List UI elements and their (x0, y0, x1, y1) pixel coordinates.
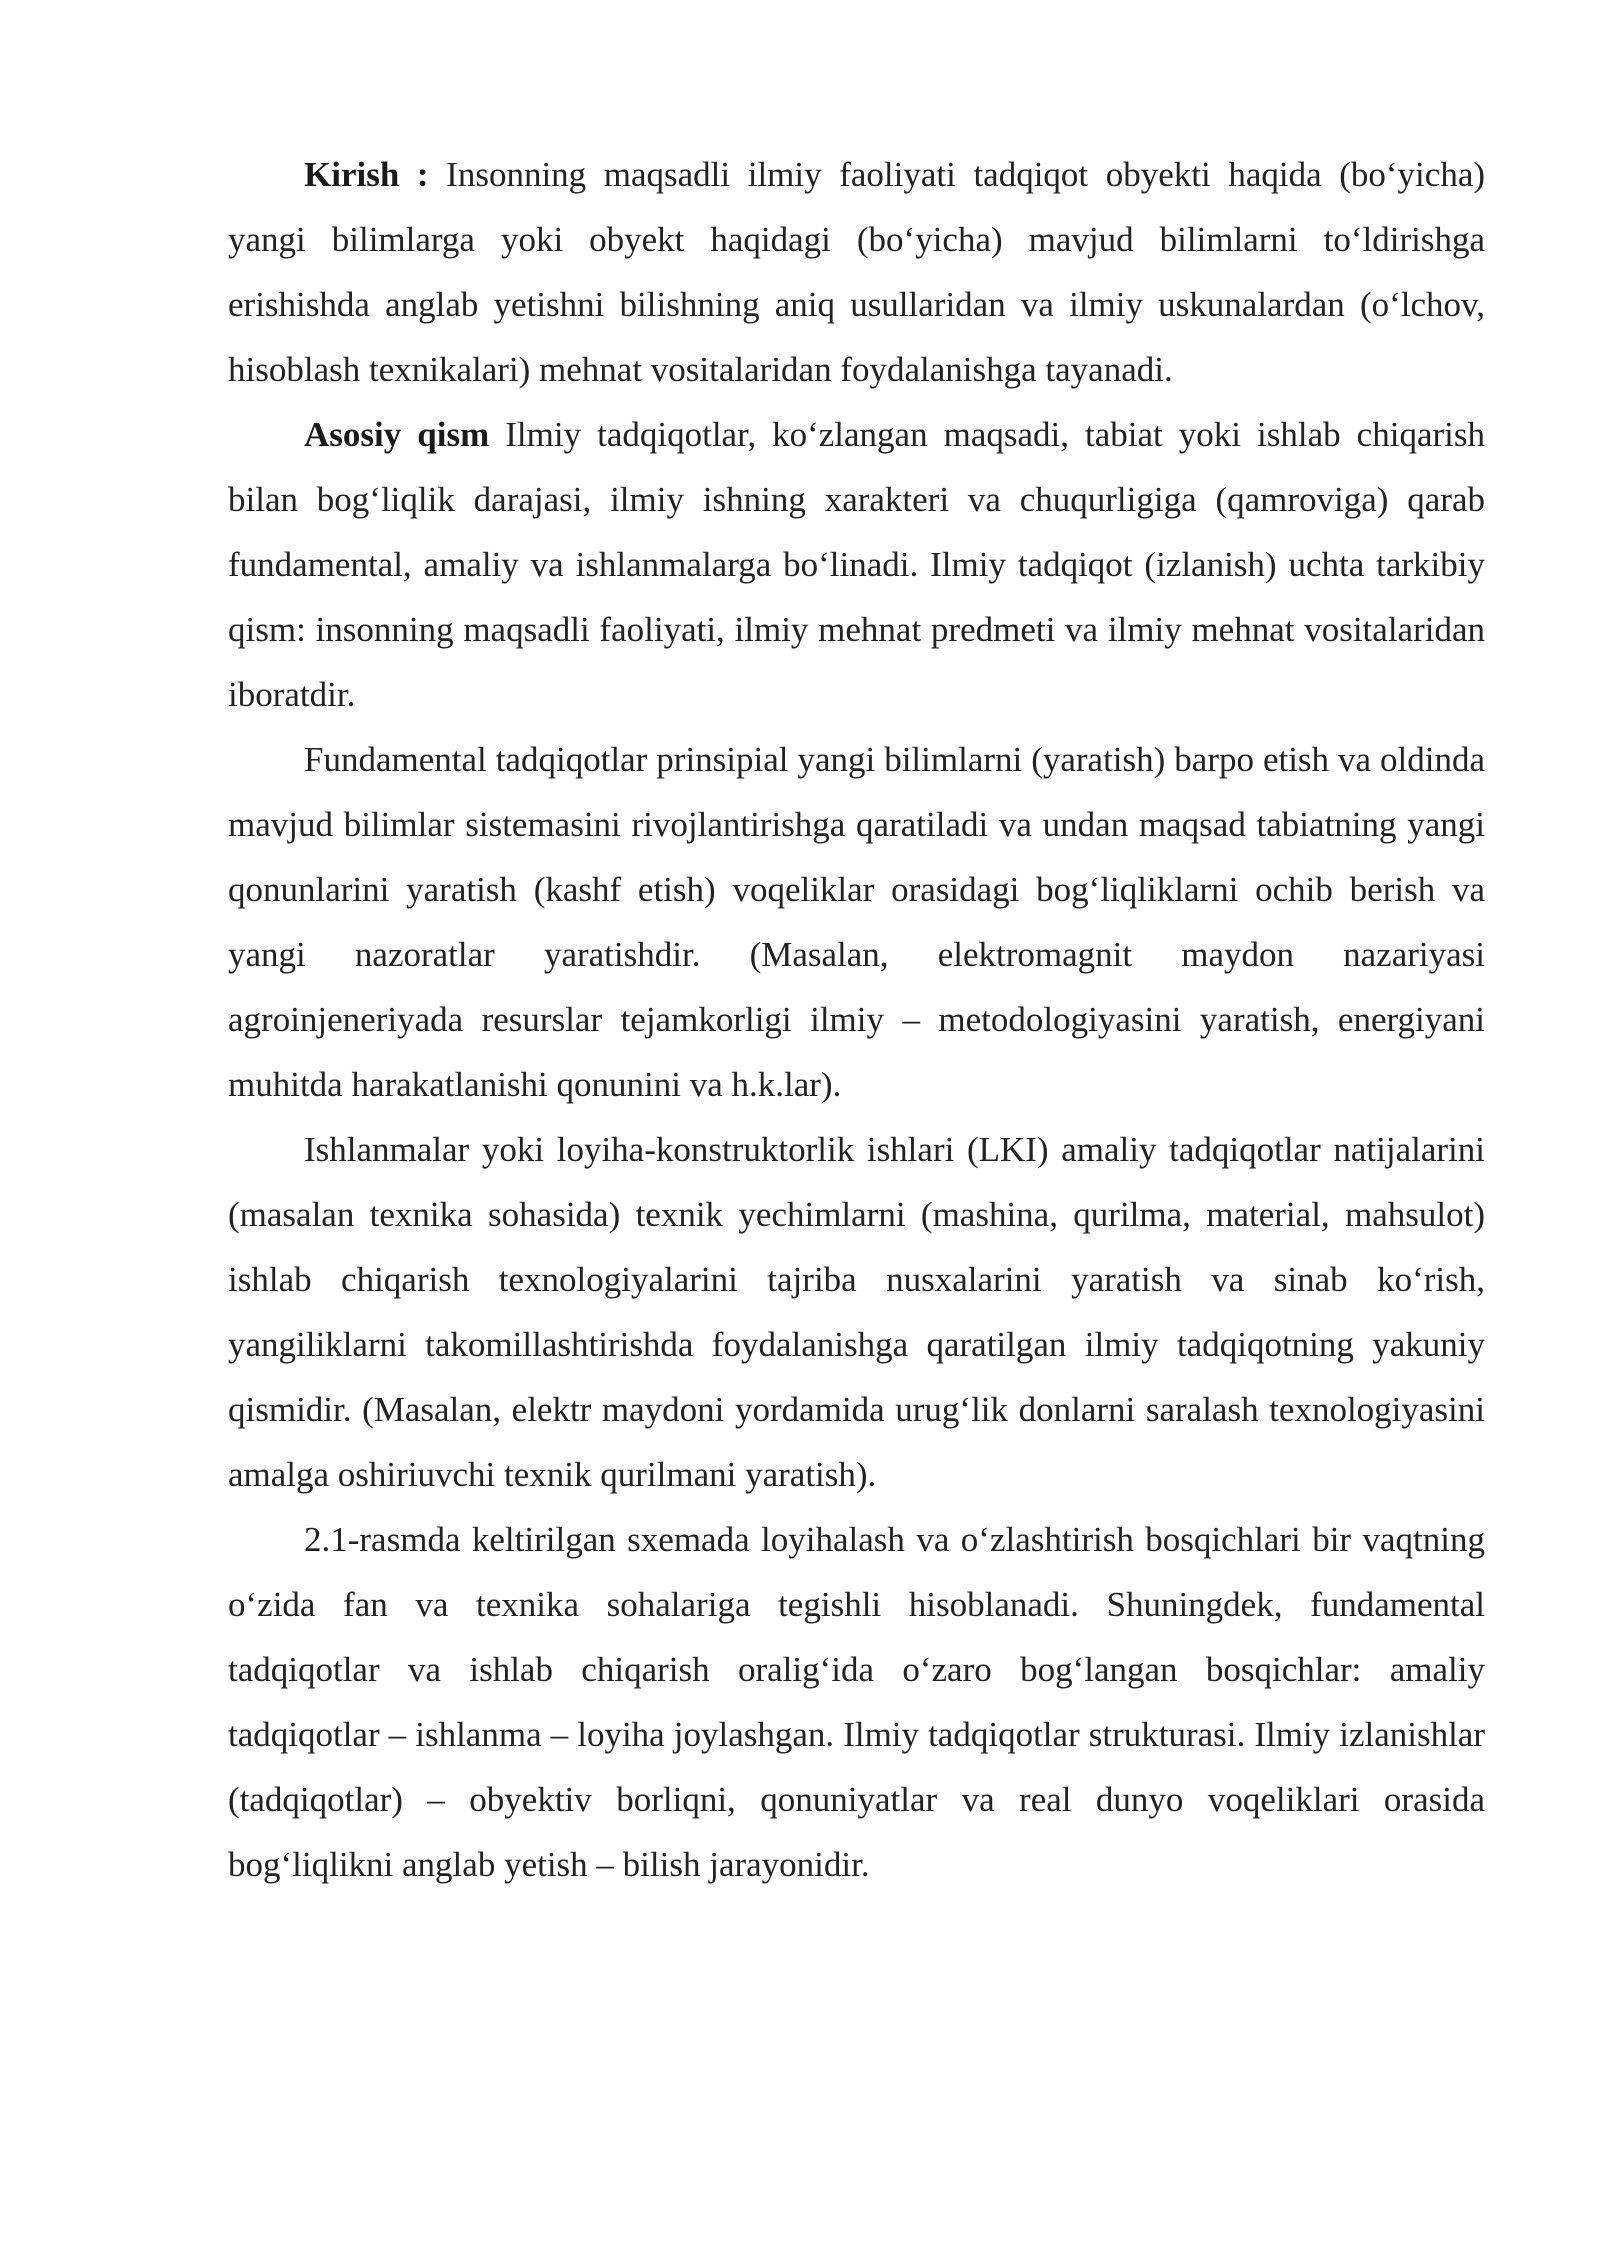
paragraph-text: Ilmiy tadqiqotlar, ko‘zlangan maqsadi, tabiat yoki ishlab chiqarish bilan bog‘liqlik darajasi, ilmiy ishning xarakteri va chuqurligiga (qamroviga) qarab fundamental, amaliy va ishlanmalarga bo‘linadi. Ilmiy tadqiqot (izlanish) uchta tarkibiy qism: insonning maqsadli faoliyati, ilmiy mehnat predmeti va ilmiy mehnat vositalaridan iboratdir. (228, 415, 1485, 714)
paragraph-text: Fundamental tadqiqotlar prinsipial yangi bilimlarni (yaratish) barpo etish va oldinda mavjud bilimlar sistemasini rivojlantirishga qaratiladi va undan maqsad tabiatning yangi qonunlarini yaratish (kashf etish) voqeliklar orasidagi bog‘liqliklarni ochib berish va yangi nazoratlar yaratishdir. (Masalan, elektromagnit maydon nazariyasi agroinjeneriyada resurslar tejamkorligi ilmiy – metodologiyasini yaratish, energiyani muhitda harakatlanishi qonunini va h.k.lar). (228, 740, 1485, 1104)
document-page (228, 142, 1485, 1897)
paragraph-text: 2.1-rasmda keltirilgan sxemada loyihalash va o‘zlashtirish bosqichlari bir vaqtning o‘zida fan va texnika sohalariga tegishli hisoblanadi. Shuningdek, fundamental tadqiqotlar va ishlab chiqarish oralig‘ida o‘zaro bog‘langan bosqichlar: amaliy tadqiqotlar – ishlanma – loyiha joylashgan. Ilmiy tadqiqotlar strukturasi. Ilmiy izlanishlar (tadqiqotlar) – obyektiv borliqni, qonuniyatlar va real dunyo voqeliklari orasida bog‘liqlikni anglab yetish – bilish jarayonidir. (228, 1520, 1485, 1884)
heading-kirish: Kirish : (304, 155, 429, 194)
paragraph-design-stages (228, 1507, 1485, 1897)
paragraph-fundamental-research (228, 727, 1485, 1117)
paragraph-introduction (228, 142, 1485, 402)
paragraph-development-works (228, 1117, 1485, 1507)
paragraph-text: Insonning maqsadli ilmiy faoliyati tadqiqot obyekti haqida (bo‘yicha) yangi bilimlarga yoki obyekt haqidagi (bo‘yicha) mavjud bilimlarni to‘ldirishga erishishda anglab yetishni bilishning aniq usullaridan va ilmiy uskunalardan (o‘lchov, hisoblash texnikalari) mehnat vositalaridan foydalanishga tayanadi. (228, 155, 1486, 389)
paragraph-main-part (228, 402, 1485, 727)
heading-asosiy-qism: Asosiy qism (304, 415, 490, 454)
paragraph-text: Ishlanmalar yoki loyiha-konstruktorlik ishlari (LKI) amaliy tadqiqotlar natijalarini (masalan texnika sohasida) texnik yechimlarni (mashina, qurilma, material, mahsulot) ishlab chiqarish texnologiyalarini tajriba nusxalarini yaratish va sinab ko‘rish, yangiliklarni takomillashtirishda foydalanishga qaratilgan ilmiy tadqiqotning yakuniy qismidir. (Masalan, elektr maydoni yordamida urug‘lik donlarni saralash texnologiyasini amalga oshiriuvchi texnik qurilmani yaratish). (228, 1130, 1485, 1494)
